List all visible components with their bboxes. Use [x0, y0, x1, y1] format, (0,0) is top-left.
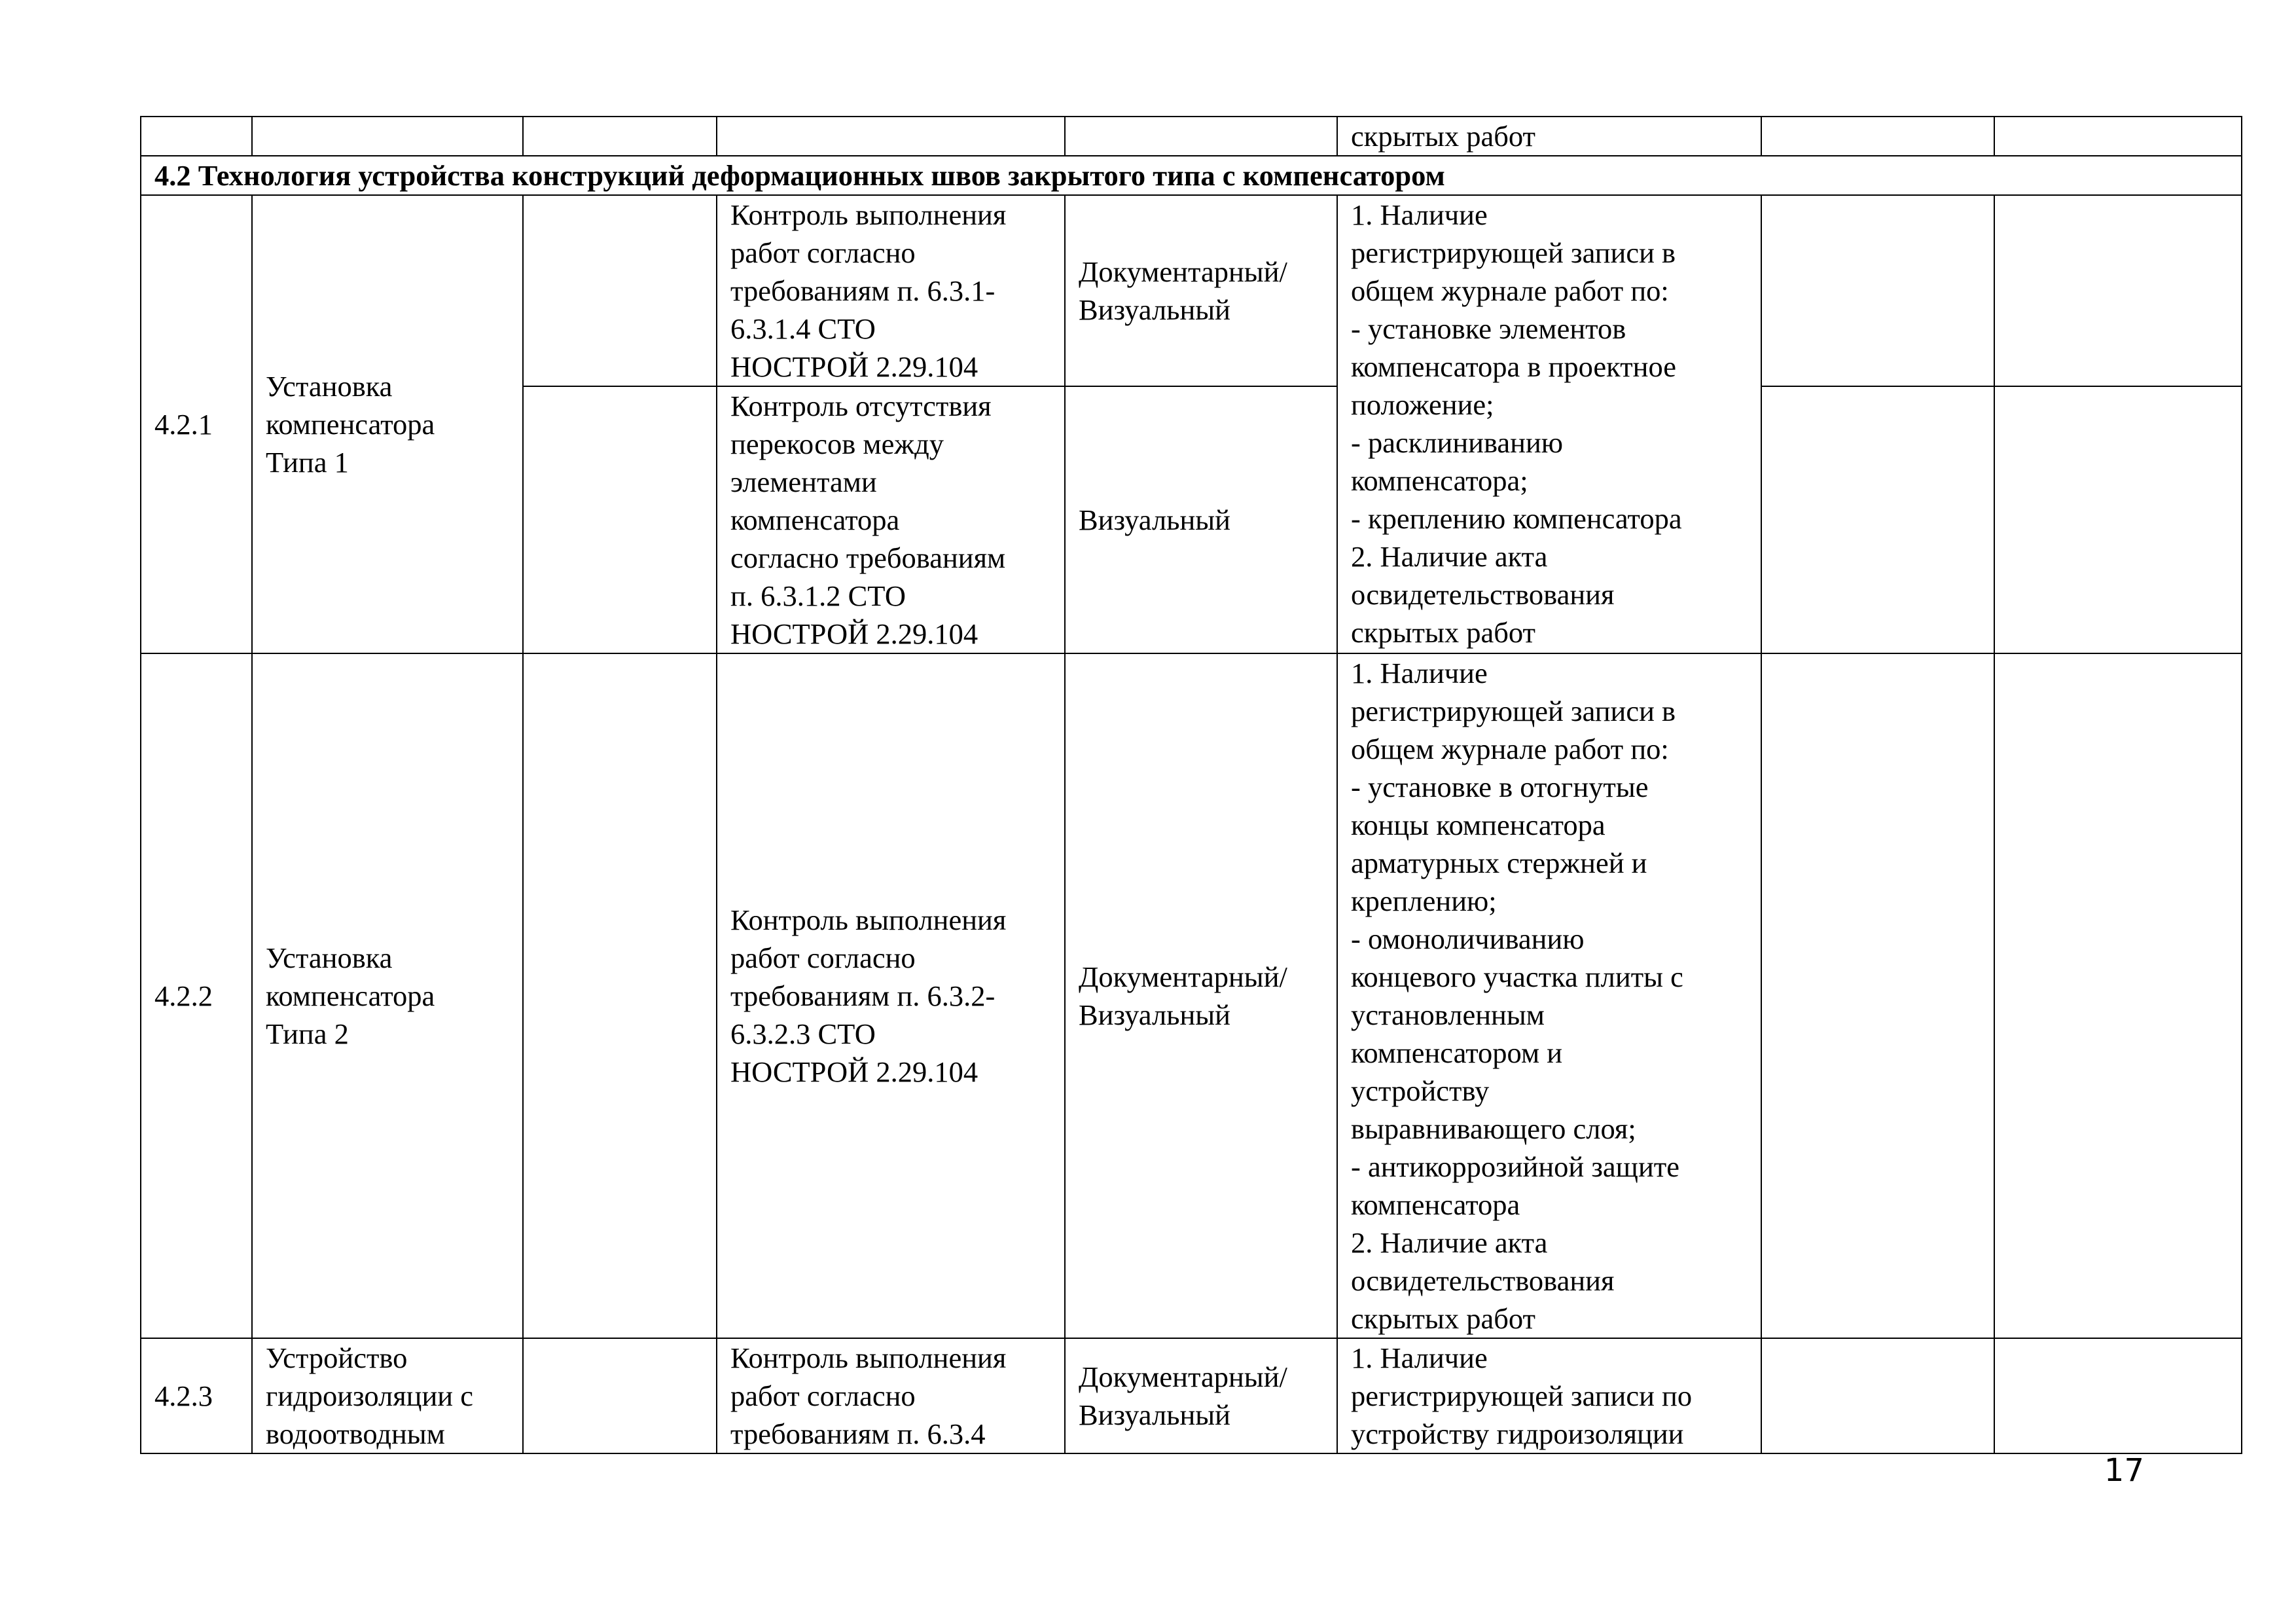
- cell-num: [141, 1338, 252, 1453]
- cell-empty: [1994, 1338, 2242, 1453]
- cell-method: [1065, 386, 1337, 653]
- cell-docs: [1337, 653, 1761, 1338]
- cell-docs: [1337, 195, 1761, 653]
- cell-empty: [523, 386, 717, 653]
- section-heading-row: [141, 156, 2242, 195]
- docs-text: 1. Наличие регистрирующей записи в общем журнале работ по: - установке элементов компенсатора в проектное положение; - расклиниванию компенсатора; - креплению компенсатора 2. Наличие акта освидетельствования скрытых работ: [1351, 198, 1682, 649]
- item-number: 4.2.1: [154, 408, 213, 441]
- table-row: [141, 195, 2242, 386]
- control-text: Контроль выполнения работ согласно требованиям п. 6.3.2- 6.3.2.3 СТО НОСТРОЙ 2.29.104: [730, 903, 1007, 1088]
- cell-method: [1065, 117, 1337, 156]
- cell-empty: [1994, 195, 2242, 386]
- docs-text: 1. Наличие регистрирующей записи по устройству гидроизоляции: [1351, 1341, 1693, 1450]
- cell-control: [717, 386, 1065, 653]
- cell-num: [141, 195, 252, 653]
- method-text: Визуальный: [1079, 503, 1230, 536]
- cell-docs: [1337, 1338, 1761, 1453]
- method-text: Документарный/ Визуальный: [1079, 1360, 1287, 1431]
- docs-text: 1. Наличие регистрирующей записи в общем журнале работ по: - установке в отогнутые концы компенсатора арматурных стержней и креплению; - омоноличиванию концевого участка плиты с установленным компенсатором и устройству выравнивающего слоя; - антикоррозийной защите компенсатора 2. Наличие акта освидетельствования скрытых работ: [1351, 657, 1683, 1335]
- cell-docs: [1337, 117, 1761, 156]
- cell-method: [1065, 653, 1337, 1338]
- cell-name: [252, 653, 523, 1338]
- cell-empty: [523, 1338, 717, 1453]
- section-heading: 4.2 Технология устройства конструкций деформационных швов закрытого типа с компенсатором: [141, 156, 2242, 195]
- cell-control: [717, 653, 1065, 1338]
- cell-empty: [1994, 386, 2242, 653]
- cell-control: [717, 195, 1065, 386]
- control-text: Контроль выполнения работ согласно требованиям п. 6.3.1- 6.3.1.4 СТО НОСТРОЙ 2.29.104: [730, 198, 1007, 383]
- control-text: Контроль отсутствия перекосов между элементами компенсатора согласно требованиям п. 6.3.1.2 СТО НОСТРОЙ 2.29.104: [730, 390, 1006, 650]
- item-name: Установка компенсатора Типа 1: [266, 370, 435, 479]
- cell-method: [1065, 1338, 1337, 1453]
- table-row: [141, 653, 2242, 1338]
- cell-empty: [1994, 653, 2242, 1338]
- cell-empty: [1994, 117, 2242, 156]
- cell-empty: [1761, 117, 1994, 156]
- cell-name: [252, 117, 523, 156]
- table-row: [141, 1338, 2242, 1453]
- method-text: Документарный/ Визуальный: [1079, 255, 1287, 326]
- cell-empty: [523, 195, 717, 386]
- cell-method: [1065, 195, 1337, 386]
- cell-empty: [523, 653, 717, 1338]
- table-row-continued: [141, 117, 2242, 156]
- item-number: 4.2.2: [154, 979, 213, 1012]
- cell-control: [717, 117, 1065, 156]
- cell-control: [717, 1338, 1065, 1453]
- cell-empty: [1761, 386, 1994, 653]
- cell-num: [141, 653, 252, 1338]
- cell-empty: [1761, 195, 1994, 386]
- cell-empty: [1761, 1338, 1994, 1453]
- cell-num: [141, 117, 252, 156]
- item-name: Устройство гидроизоляции с водоотводным: [266, 1341, 473, 1450]
- method-text: Документарный/ Визуальный: [1079, 960, 1287, 1031]
- control-table: [140, 116, 2242, 1454]
- item-name: Установка компенсатора Типа 2: [266, 941, 435, 1050]
- control-text: Контроль выполнения работ согласно требованиям п. 6.3.4: [730, 1341, 1007, 1450]
- page-number: 17: [2104, 1452, 2144, 1489]
- cell-empty: [523, 117, 717, 156]
- cell-empty: [1761, 653, 1994, 1338]
- item-number: 4.2.3: [154, 1379, 213, 1412]
- cell-name: [252, 1338, 523, 1453]
- cell-name: [252, 195, 523, 653]
- docs-text: скрытых работ: [1351, 120, 1535, 153]
